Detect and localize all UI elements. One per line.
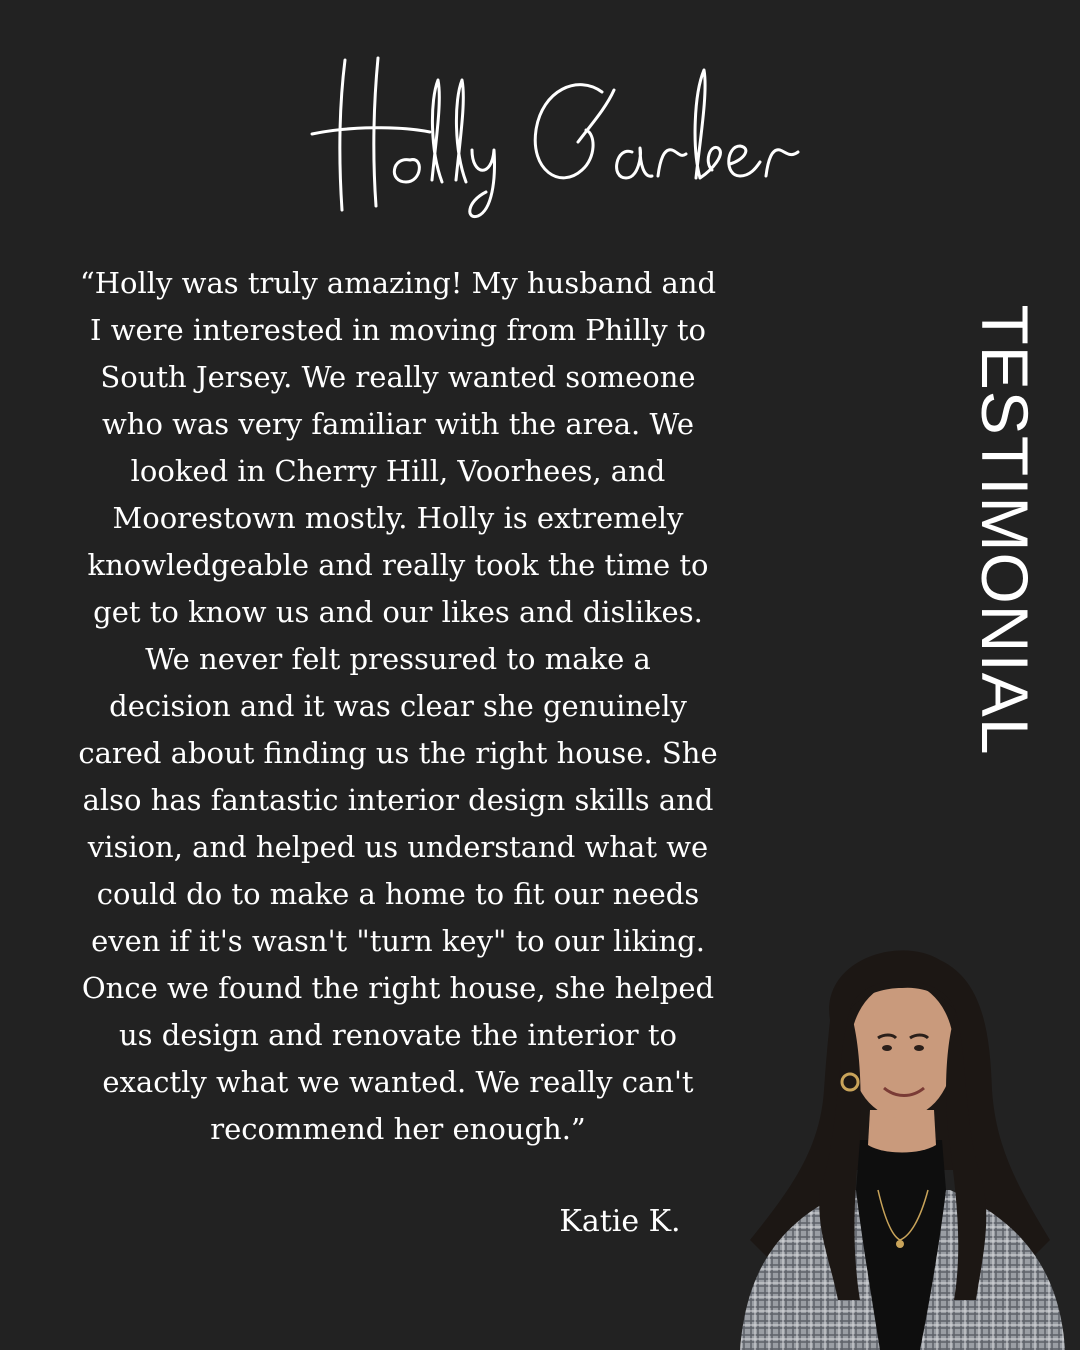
quote-line: us design and renovate the interior to: [118, 1018, 677, 1052]
testimonial-author: Katie K.: [559, 1204, 681, 1239]
quote-line: Once we found the right house, she helped: [81, 971, 715, 1005]
quote-line: South Jersey. We really wanted someone: [100, 360, 696, 394]
quote-line: get to know us and our likes and dislikes.: [93, 595, 703, 629]
quote-line: vision, and helped us understand what we: [87, 830, 709, 864]
quote-line: who was very familiar with the area. We: [101, 407, 695, 441]
quote-line: I were interested in moving from Philly to: [90, 313, 706, 347]
quote-line: decision and it was clear she genuinely: [109, 689, 687, 723]
quote-line: recommend her enough.”: [210, 1112, 586, 1146]
quote-line: Moorestown mostly. Holly is extremely: [112, 501, 684, 535]
quote-line: looked in Cherry Hill, Voorhees, and: [130, 454, 666, 488]
agent-portrait: [720, 940, 1080, 1350]
quote-line: cared about finding us the right house. She: [78, 736, 718, 770]
quote-line: could do to make a home to fit our needs: [96, 877, 700, 911]
quote-line: knowledgeable and really took the time to: [87, 548, 709, 582]
signature-logo: [260, 30, 820, 230]
testimonial-side-label: TESTIMONIAL: [968, 304, 1042, 756]
quote-line: We never felt pressured to make a: [145, 642, 651, 676]
quote-line: exactly what we wanted. We really can't: [102, 1065, 694, 1099]
quote-line: also has fantastic interior design skills and: [82, 783, 714, 817]
quote-line: “Holly was truly amazing! My husband and: [79, 266, 717, 300]
quote-line: even if it's wasn't "turn key" to our liking.: [91, 924, 705, 958]
testimonial-quote: [60, 260, 736, 1153]
